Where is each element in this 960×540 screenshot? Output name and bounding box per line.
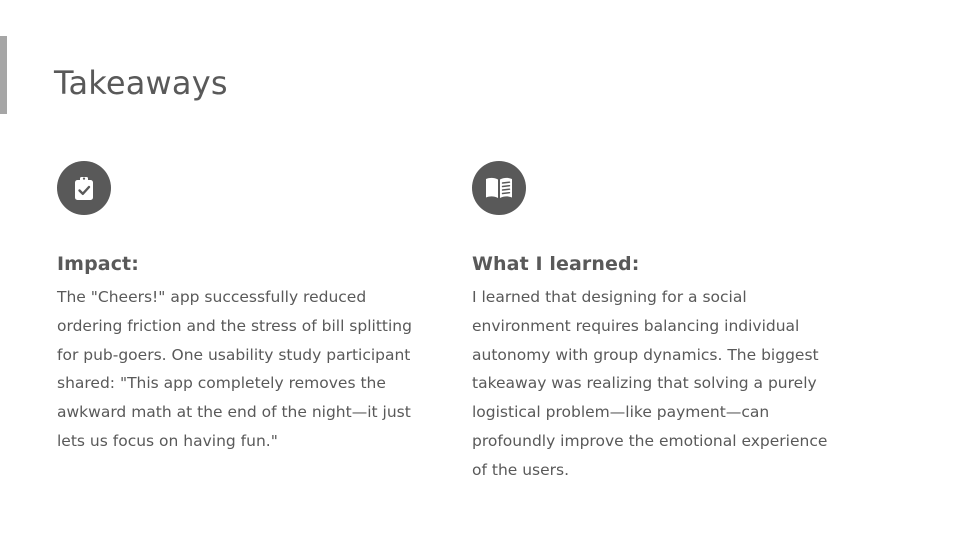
learned-heading: What I learned: <box>472 253 640 275</box>
learned-section <box>472 161 842 485</box>
impact-section <box>57 161 427 456</box>
clipboard-check-icon <box>57 161 111 215</box>
page-title: Takeaways <box>54 64 228 102</box>
impact-heading: Impact: <box>57 253 139 275</box>
impact-body: The "Cheers!" app successfully reduced ordering friction and the stress of bill splitting for pub-goers. One usability study participant shared: "This app completely removes the awkward math at the end of the night—it just lets us focus on having fun." <box>57 288 412 450</box>
title-accent-bar <box>0 36 7 114</box>
open-book-icon <box>472 161 526 215</box>
learned-body: I learned that designing for a social environment requires balancing individual autonomy with group dynamics. The biggest takeaway was realizing that solving a purely logistical problem—like payment—can profoundly improve the emotional experience of the users. <box>472 288 828 479</box>
